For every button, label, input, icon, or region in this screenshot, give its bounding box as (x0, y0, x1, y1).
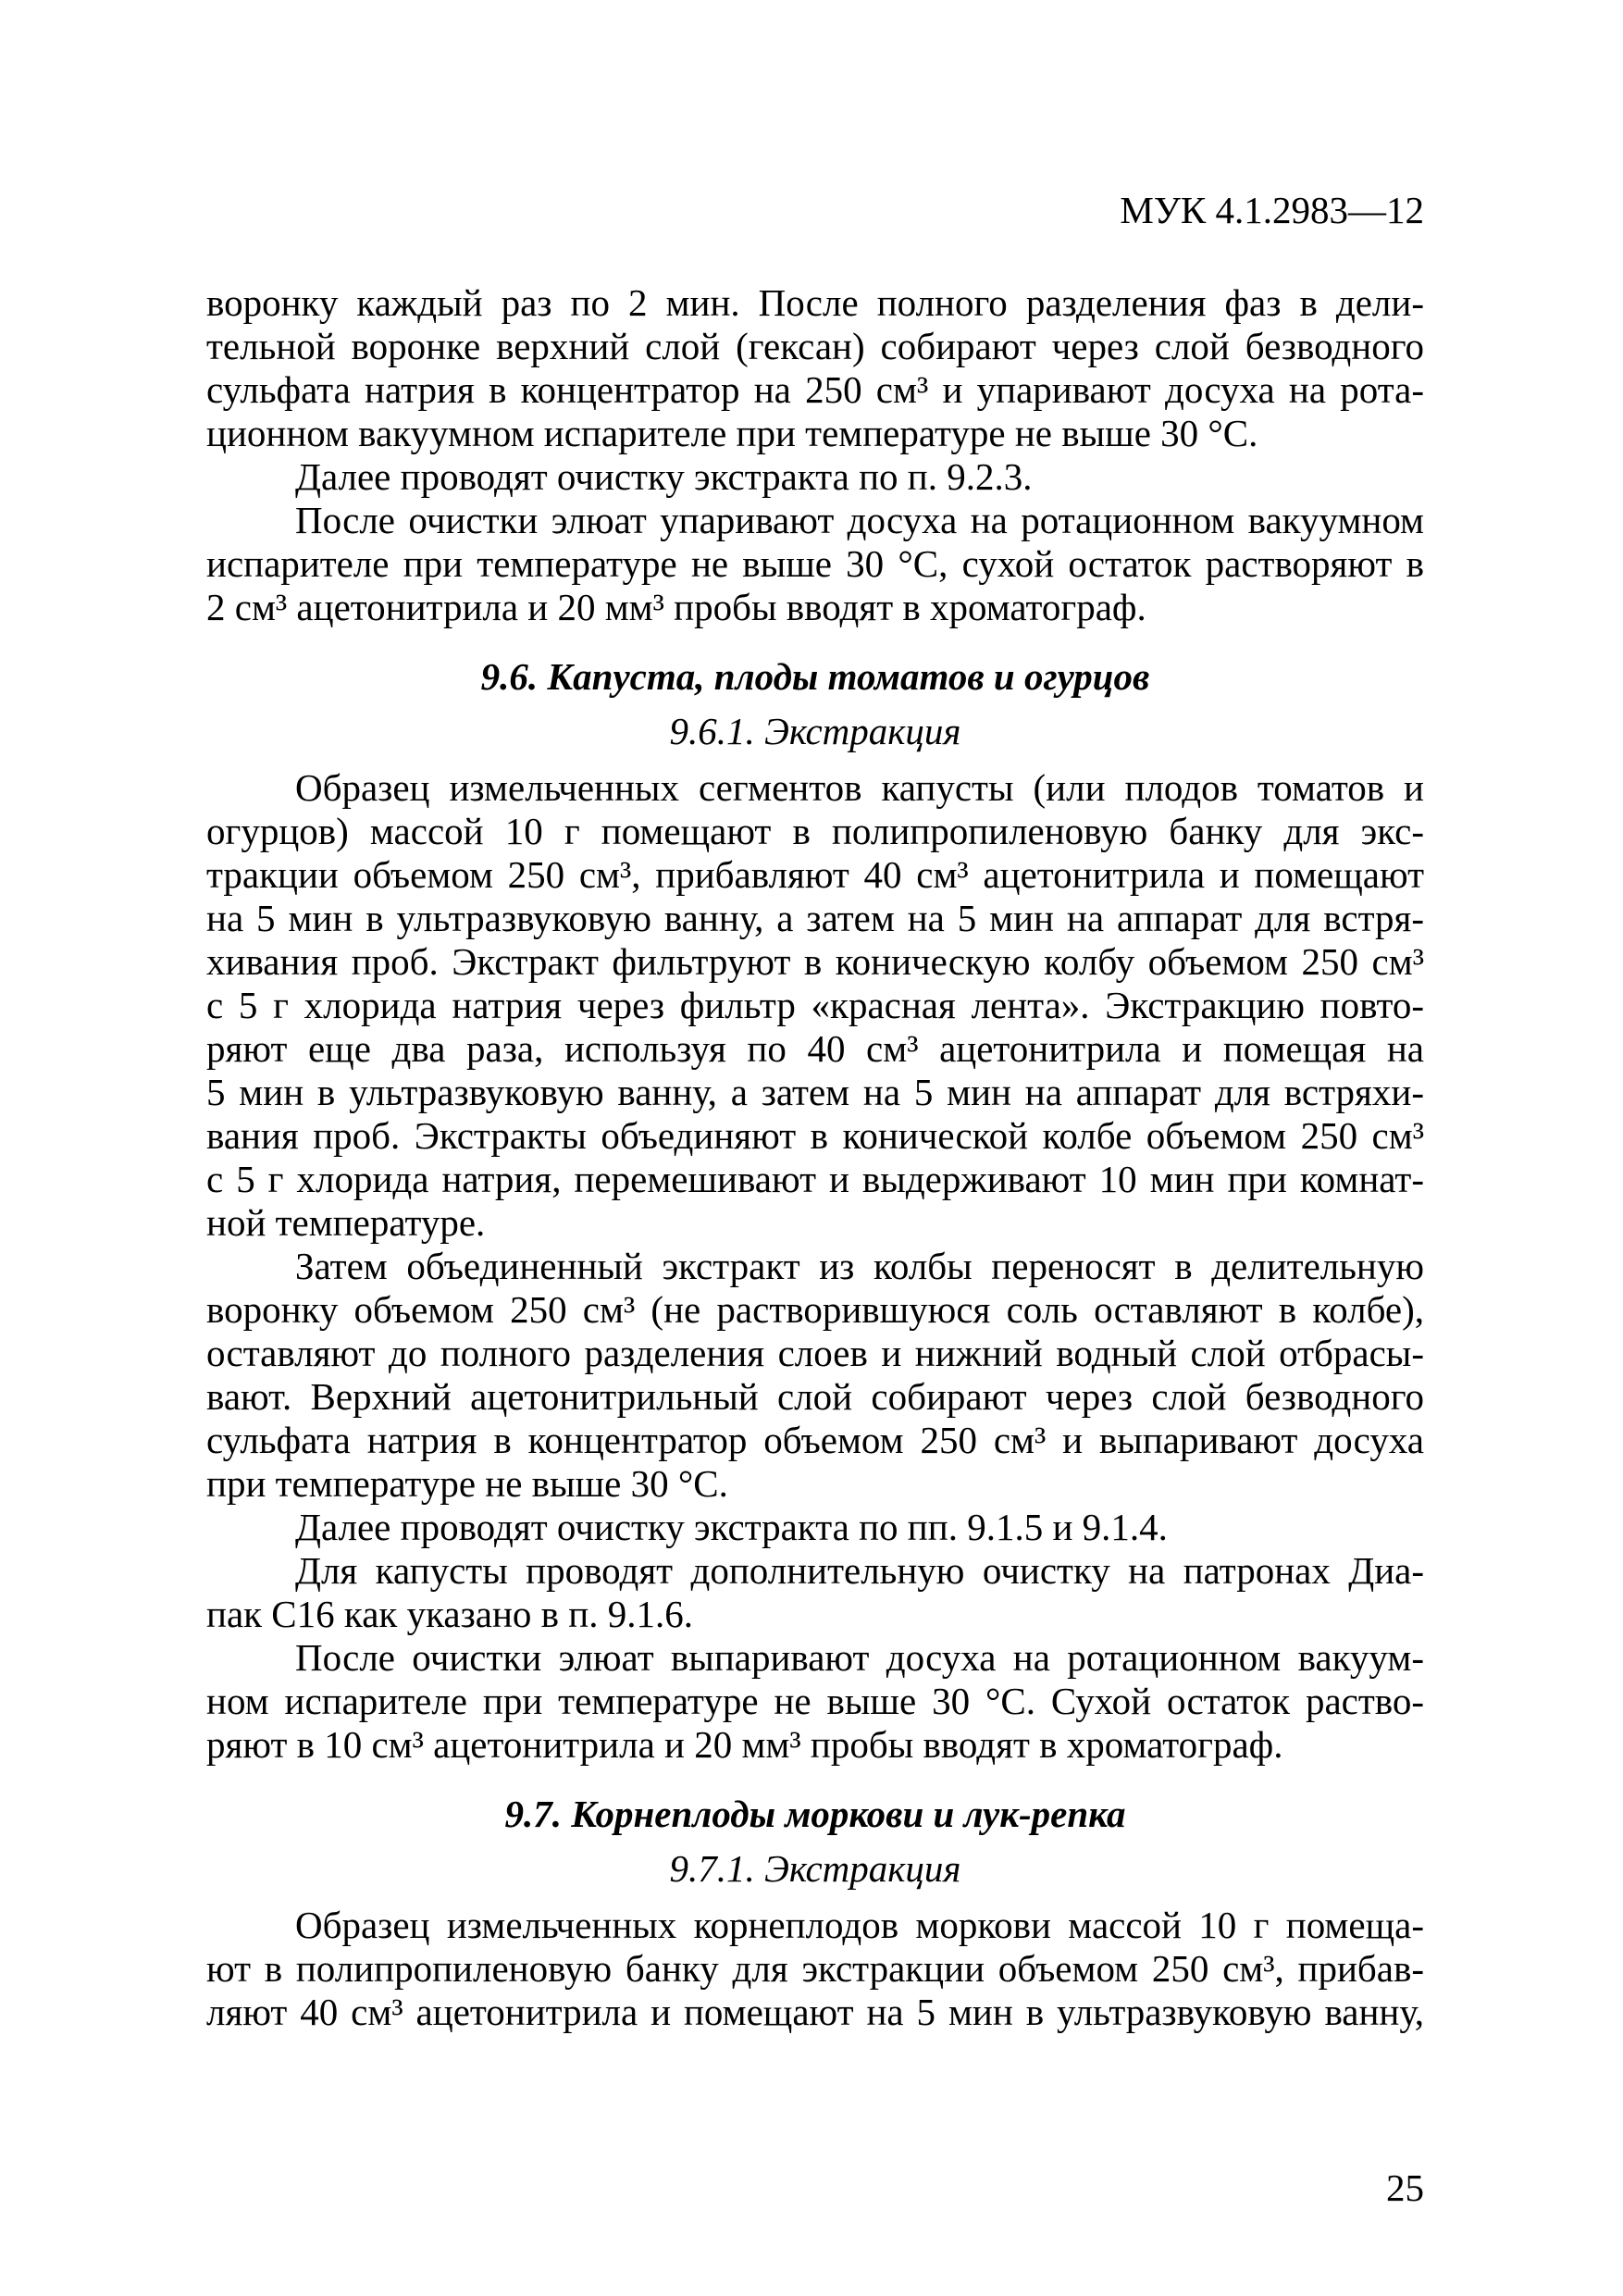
text-line: с 5 г хлорида натрия, перемешивают и выдерживают 10 мин при комнат- (206, 1158, 1424, 1200)
paragraph (206, 455, 1424, 499)
text-line: После очистки элюат упаривают досуха на ротационном вакуумном (295, 499, 1424, 541)
text-line: вания проб. Экстракты объединяют в конической колбе объемом 250 см³ (206, 1114, 1424, 1157)
running-header: МУК 4.1.2983—12 (1120, 189, 1424, 231)
paragraph (206, 1636, 1424, 1767)
subsection-heading: 9.7.1. Экстракция (669, 1847, 961, 1890)
text-line: После очистки элюат выпаривают досуха на ротационном вакуум- (295, 1636, 1424, 1679)
section-heading: 9.7. Корнеплоды моркови и лук-репка (504, 1793, 1126, 1835)
text-line: воронку каждый раз по 2 мин. После полного разделения фаз в дели- (206, 281, 1424, 324)
text-line: сульфата натрия в концентратор объемом 250 см³ и выпаривают досуха (206, 1419, 1424, 1461)
text-line: Для капусты проводят дополнительную очистку на патронах Диа- (295, 1549, 1424, 1592)
paragraph (206, 499, 1424, 629)
text-line: огурцов) массой 10 г помещают в полипропиленовую банку для экс- (206, 810, 1424, 852)
text-line: ют в полипропиленовую банку для экстракции объемом 250 см³, прибав- (206, 1947, 1424, 1990)
text-line: испарителе при температуре не выше 30 °С, сухой остаток растворяют в (206, 542, 1424, 585)
text-line: ной температуре. (206, 1201, 486, 1244)
section-heading: 9.6. Капуста, плоды томатов и огурцов (480, 655, 1150, 698)
paragraph (206, 1506, 1424, 1549)
text-line: Затем объединенный экстракт из колбы переносят в делительную (295, 1245, 1424, 1287)
text-line: 5 мин в ультразвуковую ванну, а затем на 5 мин на аппарат для встряхи- (206, 1071, 1424, 1113)
text-line: при температуре не выше 30 °С. (206, 1462, 728, 1505)
page-number: 25 (1386, 2166, 1424, 2209)
text-line: ряют в 10 см³ ацетонитрила и 20 мм³ пробы вводят в хроматограф. (206, 1723, 1283, 1766)
paragraph (206, 766, 1424, 1245)
text-line: Образец измельченных сегментов капусты (или плодов томатов и (295, 766, 1424, 809)
text-line: воронку объемом 250 см³ (не растворившуюся соль оставляют в колбе), (206, 1288, 1424, 1331)
text-line: тельной воронке верхний слой (гексан) собирают через слой безводного (206, 325, 1424, 367)
text-body (206, 281, 1424, 2034)
text-line: ционном вакуумном испарителе при температуре не выше 30 °С. (206, 412, 1258, 454)
paragraph (206, 281, 1424, 455)
paragraph (206, 1549, 1424, 1636)
text-line: с 5 г хлорида натрия через фильтр «красная лента». Экстракцию повто- (206, 984, 1424, 1026)
text-line: тракции объемом 250 см³, прибавляют 40 см³ ацетонитрила и помещают (206, 853, 1424, 896)
text-line: Образец измельченных корнеплодов моркови массой 10 г помеща- (295, 1904, 1424, 1946)
text-line: вают. Верхний ацетонитрильный слой собирают через слой безводного (206, 1375, 1424, 1418)
text-line: Далее проводят очистку экстракта по п. 9.2.3. (295, 455, 1033, 498)
text-line: на 5 мин в ультразвуковую ванну, а затем на 5 мин на аппарат для встря- (206, 897, 1424, 939)
text-line: оставляют до полного разделения слоев и нижний водный слой отбрасы- (206, 1332, 1424, 1374)
text-line: ряют еще два раза, используя по 40 см³ ацетонитрила и помещая на (206, 1027, 1424, 1070)
subsection-heading: 9.6.1. Экстракция (669, 710, 961, 752)
text-line: 2 см³ ацетонитрила и 20 мм³ пробы вводят в хроматограф. (206, 586, 1146, 628)
text-line: ном испарителе при температуре не выше 30 °С. Сухой остаток раство- (206, 1680, 1424, 1722)
text-line: Далее проводят очистку экстракта по пп. 9.1.5 и 9.1.4. (295, 1506, 1168, 1548)
text-line: пак С16 как указано в п. 9.1.6. (206, 1593, 693, 1635)
text-line: хивания проб. Экстракт фильтруют в коническую колбу объемом 250 см³ (206, 940, 1424, 983)
paragraph (206, 1904, 1424, 2034)
text-line: ляют 40 см³ ацетонитрила и помещают на 5 мин в ультразвуковую ванну, (206, 1991, 1424, 2033)
paragraph (206, 1245, 1424, 1506)
text-line: сульфата натрия в концентратор на 250 см³ и упаривают досуха на рота- (206, 368, 1424, 411)
